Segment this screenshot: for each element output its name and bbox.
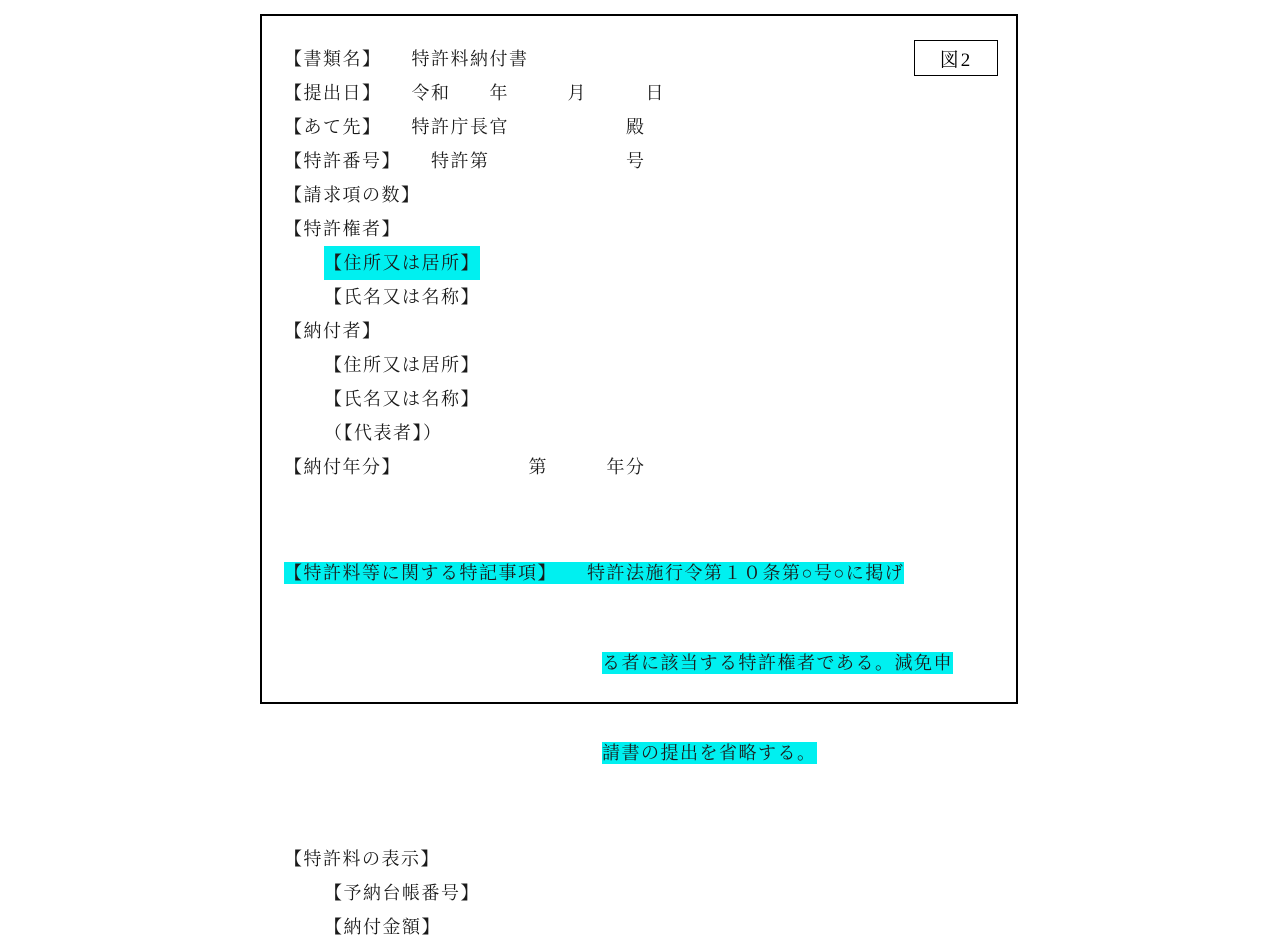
- form-line-deposit-ledger-number: [262, 876, 1016, 910]
- form-line-text: 【請求項の数】: [284, 185, 421, 205]
- form-line-text: 【氏名又は名称】: [324, 287, 480, 307]
- form-line-fee-display: [262, 842, 1016, 876]
- form-line-claim-count: [262, 178, 1016, 212]
- form-line-text: （【代表者】）: [324, 423, 443, 443]
- form-line-text: 【特許番号】 特許第 号: [284, 151, 646, 171]
- document-frame: [260, 14, 1018, 937]
- form-line-patent-number: [262, 144, 1016, 178]
- form-line-text-highlighted: 【住所又は居所】: [324, 246, 480, 280]
- special-note-text-highlighted: 請書の提出を省略する。: [602, 743, 817, 763]
- form-line-payment-year: [262, 450, 1016, 484]
- form-line-payment-amount: [262, 910, 1016, 944]
- special-note-line-3: [262, 738, 1016, 768]
- form-line-text: 【あて先】 特許庁長官 殿: [284, 117, 646, 137]
- form-line-text: 【提出日】 令和 年 月 日: [284, 83, 665, 103]
- form-line-text: 【納付年分】 第 年分: [284, 457, 646, 477]
- special-note-line-1: [262, 558, 1016, 588]
- form-line-patentee-name: [262, 280, 1016, 314]
- form-line-text: 【書類名】 特許料納付書: [284, 49, 529, 69]
- form-line-text: 【氏名又は名称】: [324, 389, 480, 409]
- form-line-payer-name: [262, 382, 1016, 416]
- document-body: [262, 42, 1016, 944]
- form-line-patentee: [262, 212, 1016, 246]
- special-note-text-highlighted: る者に該当する特許権者である。減免申: [602, 653, 953, 673]
- special-note-line-2: [262, 648, 1016, 678]
- form-line-submission-date: [262, 76, 1016, 110]
- form-line-text: 【予納台帳番号】: [324, 883, 480, 903]
- figure-label: 図2: [914, 40, 998, 76]
- special-note-text-highlighted: 【特許料等に関する特記事項】 特許法施行令第１０条第○号○に掲げ: [284, 563, 905, 583]
- form-line-addressee: [262, 110, 1016, 144]
- form-line-document-name: [262, 42, 1016, 76]
- form-line-patentee-address: [262, 246, 1016, 280]
- form-line-payer-address: [262, 348, 1016, 382]
- special-note-block: [262, 498, 1016, 828]
- form-line-text: 【特許権者】: [284, 219, 401, 239]
- form-line-payer: [262, 314, 1016, 348]
- form-line-text: 【住所又は居所】: [324, 355, 480, 375]
- form-line-text: 【特許料の表示】: [284, 849, 440, 869]
- body-spacer: [262, 484, 1016, 498]
- form-line-text: 【納付金額】: [324, 917, 441, 937]
- form-line-text: 【納付者】: [284, 321, 382, 341]
- form-line-representative: [262, 416, 1016, 450]
- note-spacer: [262, 828, 1016, 842]
